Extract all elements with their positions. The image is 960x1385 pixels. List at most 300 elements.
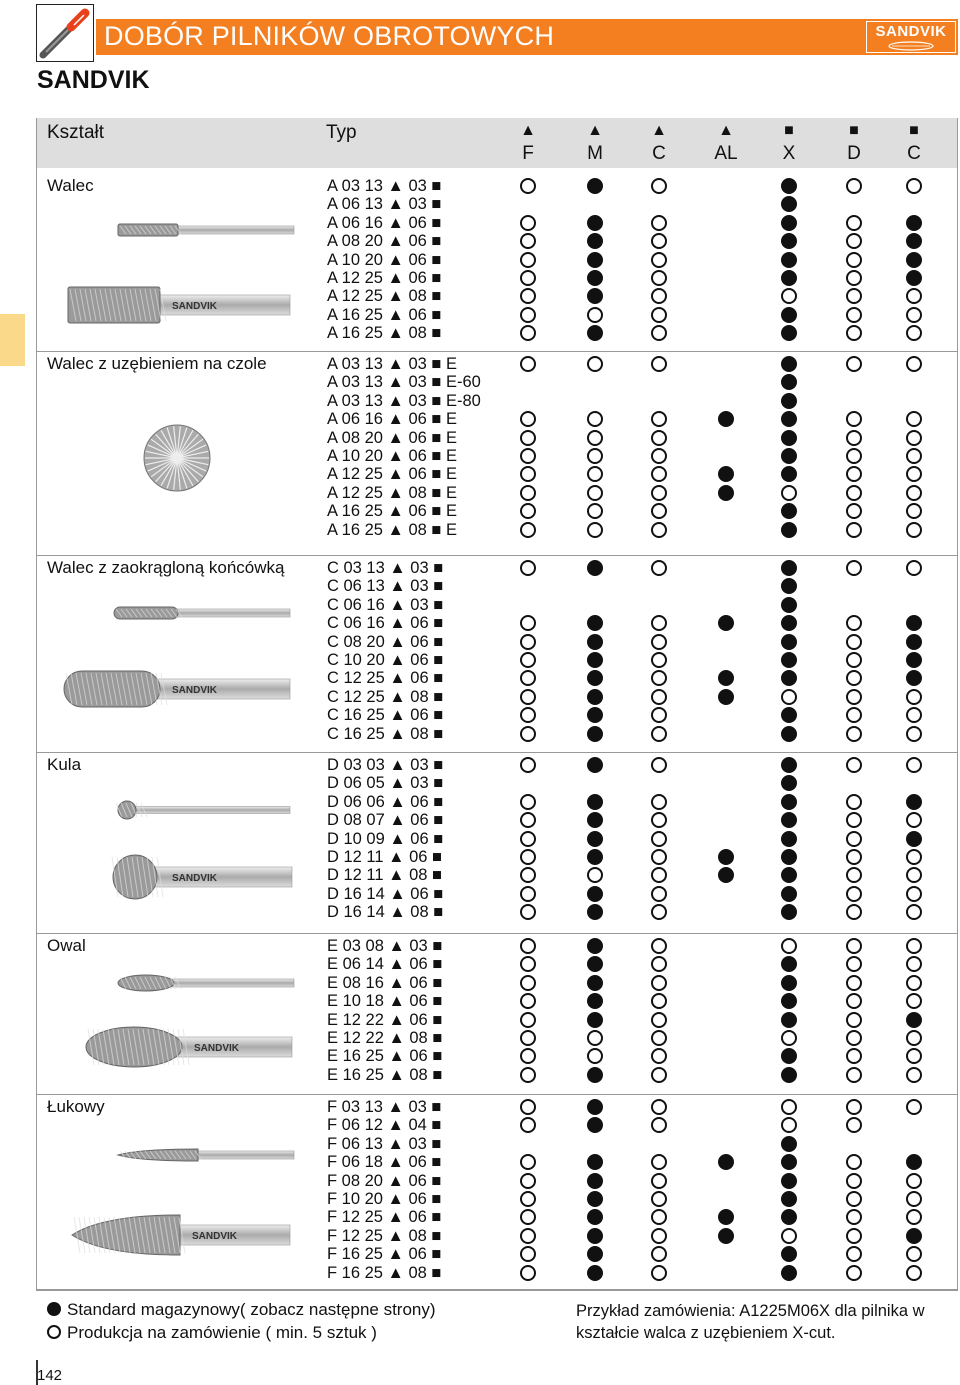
made-to-order-circle: [651, 522, 667, 538]
made-to-order-circle: [906, 1209, 922, 1225]
standard-stock-dot: [587, 652, 603, 668]
standard-stock-dot: [781, 466, 797, 482]
made-to-order-circle: [906, 757, 922, 773]
standard-stock-dot: [718, 689, 734, 705]
page-title: DOBÓR PILNIKÓW OBROTOWYCH: [104, 21, 555, 51]
made-to-order-circle: [651, 1067, 667, 1083]
made-to-order-circle: [846, 522, 862, 538]
made-to-order-circle: [651, 1228, 667, 1244]
made-to-order-circle: [846, 689, 862, 705]
made-to-order-circle: [520, 993, 536, 1009]
standard-stock-dot: [587, 1209, 603, 1225]
standard-stock-dot: [906, 1154, 922, 1170]
made-to-order-circle: [781, 1228, 797, 1244]
standard-stock-dot: [781, 794, 797, 810]
made-to-order-circle: [906, 956, 922, 972]
made-to-order-circle: [906, 448, 922, 464]
standard-stock-dot: [587, 270, 603, 286]
standard-stock-dot: [718, 849, 734, 865]
standard-stock-dot: [781, 560, 797, 576]
made-to-order-circle: [651, 1117, 667, 1133]
made-to-order-circle: [651, 993, 667, 1009]
made-to-order-circle: [846, 1154, 862, 1170]
standard-stock-dot: [587, 233, 603, 249]
made-to-order-circle: [520, 707, 536, 723]
standard-stock-dot: [587, 726, 603, 742]
standard-stock-dot: [906, 831, 922, 847]
made-to-order-circle: [846, 938, 862, 954]
standard-stock-dot: [781, 1012, 797, 1028]
standard-stock-dot: [781, 325, 797, 341]
made-to-order-circle: [520, 652, 536, 668]
standard-stock-dot: [781, 849, 797, 865]
made-to-order-circle: [781, 1030, 797, 1046]
standard-stock-dot: [781, 1136, 797, 1152]
standard-stock-dot: [781, 374, 797, 390]
made-to-order-circle: [520, 503, 536, 519]
made-to-order-circle: [520, 1173, 536, 1189]
standard-stock-dot: [587, 689, 603, 705]
standard-stock-dot: [781, 812, 797, 828]
made-to-order-circle: [846, 1191, 862, 1207]
made-to-order-circle: [520, 904, 536, 920]
made-to-order-circle: [906, 466, 922, 482]
standard-stock-dot: [587, 178, 603, 194]
made-to-order-circle: [846, 448, 862, 464]
standard-stock-dot: [587, 1099, 603, 1115]
standard-stock-dot: [781, 1265, 797, 1281]
type-code: D 16 14 ▲ 08 ■: [327, 903, 444, 922]
standard-stock-dot: [718, 1209, 734, 1225]
standard-stock-dot: [781, 886, 797, 902]
made-to-order-circle: [651, 307, 667, 323]
type-code: F 16 25 ▲ 06 ■: [327, 1245, 442, 1264]
type-code: A 03 13 ▲ 03 ■: [327, 177, 442, 195]
made-to-order-circle: [651, 670, 667, 686]
standard-stock-dot: [906, 215, 922, 231]
standard-stock-dot: [587, 956, 603, 972]
made-to-order-circle: [520, 1067, 536, 1083]
column-symbol-6: ■: [909, 122, 919, 139]
standard-stock-dot: [587, 938, 603, 954]
made-to-order-circle: [906, 726, 922, 742]
standard-stock-dot: [587, 1228, 603, 1244]
made-to-order-circle: [651, 215, 667, 231]
shape-group: [36, 555, 958, 753]
type-code: F 10 20 ▲ 06 ■: [327, 1190, 442, 1208]
standard-stock-dot: [781, 775, 797, 791]
type-code: C 06 16 ▲ 03 ■: [327, 595, 444, 614]
type-code: D 16 14 ▲ 06 ■: [327, 884, 444, 903]
made-to-order-circle: [846, 707, 862, 723]
standard-stock-dot: [781, 503, 797, 519]
standard-stock-dot: [587, 560, 603, 576]
standard-stock-dot: [906, 252, 922, 268]
column-symbol-0: ▲: [520, 122, 536, 139]
type-code: A 06 16 ▲ 06 ■: [327, 213, 442, 232]
standard-stock-dot: [781, 1154, 797, 1170]
made-to-order-circle: [906, 975, 922, 991]
table-header: [36, 118, 958, 168]
made-to-order-circle: [846, 466, 862, 482]
standard-stock-dot: [781, 307, 797, 323]
type-code: C 06 16 ▲ 06 ■: [327, 614, 444, 633]
made-to-order-circle: [520, 1154, 536, 1170]
type-code: F 12 25 ▲ 06 ■: [327, 1208, 442, 1227]
type-code: A 10 20 ▲ 06 ■: [327, 250, 442, 269]
standard-stock-dot: [718, 615, 734, 631]
made-to-order-circle: [906, 325, 922, 341]
standard-stock-dot: [781, 1209, 797, 1225]
made-to-order-circle: [906, 1191, 922, 1207]
made-to-order-circle: [906, 178, 922, 194]
made-to-order-circle: [651, 448, 667, 464]
made-to-order-circle: [846, 1265, 862, 1281]
made-to-order-circle: [651, 938, 667, 954]
made-to-order-circle: [651, 233, 667, 249]
made-to-order-circle: [846, 503, 862, 519]
made-to-order-circle: [846, 849, 862, 865]
standard-stock-dot: [587, 975, 603, 991]
made-to-order-circle: [520, 1265, 536, 1281]
type-code: E 16 25 ▲ 06 ■: [327, 1047, 443, 1066]
made-to-order-circle: [587, 307, 603, 323]
made-to-order-circle: [520, 178, 536, 194]
burr-image: [112, 796, 292, 824]
standard-stock-dot: [587, 904, 603, 920]
type-code: C 12 25 ▲ 06 ■: [327, 669, 444, 688]
made-to-order-circle: [651, 1191, 667, 1207]
made-to-order-circle: [520, 522, 536, 538]
made-to-order-circle: [906, 689, 922, 705]
made-to-order-circle: [906, 1173, 922, 1189]
made-to-order-circle: [651, 430, 667, 446]
burr-image: [112, 602, 292, 624]
made-to-order-circle: [846, 1117, 862, 1133]
standard-stock-dot: [781, 904, 797, 920]
made-to-order-circle: [846, 270, 862, 286]
made-to-order-circle: [651, 1173, 667, 1189]
standard-stock-dot: [906, 634, 922, 650]
standard-stock-dot: [718, 466, 734, 482]
standard-stock-dot: [587, 1246, 603, 1262]
standard-stock-dot: [906, 1012, 922, 1028]
standard-stock-dot: [781, 1246, 797, 1262]
standard-stock-dot: [587, 1265, 603, 1281]
type-code: D 08 07 ▲ 06 ■: [327, 811, 444, 830]
standard-stock-dot: [718, 867, 734, 883]
type-code: A 12 25 ▲ 06 ■ E: [327, 465, 457, 484]
made-to-order-circle: [651, 178, 667, 194]
made-to-order-circle: [846, 1099, 862, 1115]
made-to-order-circle: [520, 430, 536, 446]
made-to-order-circle: [846, 215, 862, 231]
column-symbol-2: ▲: [651, 122, 667, 139]
type-code: F 16 25 ▲ 08 ■: [327, 1263, 442, 1282]
made-to-order-circle: [587, 411, 603, 427]
made-to-order-circle: [906, 1265, 922, 1281]
svg-text:SANDVIK: SANDVIK: [194, 1043, 240, 1054]
brand-name: SANDVIK: [37, 66, 150, 94]
made-to-order-circle: [520, 1191, 536, 1207]
standard-stock-dot: [718, 670, 734, 686]
standard-stock-dot: [718, 1228, 734, 1244]
type-code: C 10 20 ▲ 06 ■: [327, 651, 444, 669]
made-to-order-circle: [520, 1048, 536, 1064]
made-to-order-circle: [906, 503, 922, 519]
made-to-order-circle: [846, 956, 862, 972]
column-letter-6: C: [907, 143, 921, 164]
made-to-order-circle: [846, 485, 862, 501]
standard-stock-dot: [906, 233, 922, 249]
standard-stock-dot: [781, 1067, 797, 1083]
made-to-order-circle: [651, 288, 667, 304]
made-to-order-circle: [651, 956, 667, 972]
standard-stock-dot: [781, 393, 797, 409]
shape-name: Łukowy: [47, 1097, 105, 1116]
column-symbol-4: ■: [784, 122, 794, 139]
type-code: C 08 20 ▲ 06 ■: [327, 632, 444, 651]
standard-stock-dot: [587, 794, 603, 810]
made-to-order-circle: [651, 707, 667, 723]
standard-stock-dot: [781, 867, 797, 883]
legend-standard-text: Standard magazynowy( zobacz następne strony): [67, 1300, 436, 1319]
made-to-order-circle: [520, 956, 536, 972]
standard-stock-dot: [587, 886, 603, 902]
type-code: C 06 13 ▲ 03 ■: [327, 577, 444, 596]
made-to-order-circle: [520, 1012, 536, 1028]
made-to-order-circle: [846, 904, 862, 920]
type-code: A 08 20 ▲ 06 ■: [327, 232, 442, 251]
made-to-order-circle: [906, 1048, 922, 1064]
made-to-order-circle: [520, 215, 536, 231]
made-to-order-circle: [520, 252, 536, 268]
made-to-order-circle: [587, 522, 603, 538]
shape-name: Walec: [47, 176, 94, 195]
standard-stock-dot: [906, 652, 922, 668]
standard-stock-dot: [718, 1154, 734, 1170]
made-to-order-circle: [846, 886, 862, 902]
made-to-order-circle: [651, 1048, 667, 1064]
made-to-order-circle: [520, 325, 536, 341]
made-to-order-circle: [520, 1030, 536, 1046]
type-column-header: Typ: [326, 122, 357, 143]
shape-group: [36, 752, 958, 934]
type-code: A 03 13 ▲ 03 ■ E-80: [327, 391, 481, 410]
type-code: F 12 25 ▲ 08 ■: [327, 1226, 442, 1245]
standard-stock-dot: [781, 356, 797, 372]
made-to-order-circle: [906, 288, 922, 304]
made-to-order-circle: [906, 812, 922, 828]
made-to-order-circle: [906, 1067, 922, 1083]
standard-stock-dot: [906, 270, 922, 286]
made-to-order-circle: [906, 560, 922, 576]
shape-name: Walec z uzębieniem na czole: [47, 354, 267, 373]
order-example: Przykład zamówienia: A1225M06X dla pilnika w kształcie walca z uzębieniem X-cut.: [576, 1302, 925, 1342]
made-to-order-circle: [846, 1246, 862, 1262]
standard-stock-dot: [781, 634, 797, 650]
standard-stock-dot: [781, 270, 797, 286]
made-to-order-circle: [906, 849, 922, 865]
made-to-order-circle: [520, 812, 536, 828]
made-to-order-circle: [651, 812, 667, 828]
standard-stock-dot: [587, 993, 603, 1009]
svg-text:SANDVIK: SANDVIK: [172, 873, 218, 884]
type-code: C 16 25 ▲ 06 ■: [327, 706, 444, 725]
standard-stock-dot: [587, 1067, 603, 1083]
made-to-order-circle: [781, 485, 797, 501]
standard-stock-dot: [781, 196, 797, 212]
made-to-order-circle: [651, 975, 667, 991]
made-to-order-circle: [651, 831, 667, 847]
standard-stock-dot: [781, 448, 797, 464]
made-to-order-circle: [520, 1209, 536, 1225]
made-to-order-circle: [587, 356, 603, 372]
standard-stock-dot: [587, 1191, 603, 1207]
burr-image: [66, 282, 292, 328]
made-to-order-circle: [846, 670, 862, 686]
svg-text:SANDVIK: SANDVIK: [172, 685, 218, 696]
made-to-order-circle: [906, 867, 922, 883]
standard-stock-dot: [587, 1154, 603, 1170]
type-code: A 16 25 ▲ 06 ■ E: [327, 502, 457, 521]
made-to-order-circle: [651, 652, 667, 668]
standard-stock-dot: [587, 707, 603, 723]
made-to-order-circle: [520, 411, 536, 427]
made-to-order-circle: [846, 993, 862, 1009]
made-to-order-circle: [651, 867, 667, 883]
burr-image: [70, 1210, 292, 1260]
standard-stock-dot: [906, 794, 922, 810]
standard-stock-dot: [587, 615, 603, 631]
column-symbol-3: ▲: [718, 122, 734, 139]
burr-image: [84, 1022, 294, 1072]
made-to-order-circle: [846, 178, 862, 194]
standard-stock-dot: [781, 757, 797, 773]
made-to-order-circle: [520, 634, 536, 650]
made-to-order-circle: [651, 560, 667, 576]
type-code: F 03 13 ▲ 03 ■: [327, 1098, 442, 1116]
type-code: A 08 20 ▲ 06 ■ E: [327, 428, 457, 447]
made-to-order-circle: [651, 356, 667, 372]
standard-stock-dot: [587, 849, 603, 865]
made-to-order-circle: [846, 1228, 862, 1244]
made-to-order-circle: [781, 1117, 797, 1133]
standard-stock-dot: [906, 670, 922, 686]
standard-stock-dot: [781, 652, 797, 668]
shape-name: Owal: [47, 936, 86, 955]
made-to-order-circle: [651, 794, 667, 810]
column-symbol-5: ■: [849, 122, 859, 139]
made-to-order-circle: [520, 757, 536, 773]
made-to-order-circle: [520, 270, 536, 286]
made-to-order-circle: [520, 1099, 536, 1115]
column-letter-2: C: [652, 143, 666, 164]
standard-stock-dot: [587, 670, 603, 686]
standard-stock-dot: [906, 1228, 922, 1244]
type-code: A 12 25 ▲ 08 ■: [327, 287, 442, 306]
standard-stock-dot: [587, 757, 603, 773]
type-code: A 16 25 ▲ 08 ■: [327, 324, 442, 343]
made-to-order-circle: [846, 430, 862, 446]
made-to-order-circle: [781, 689, 797, 705]
made-to-order-circle: [846, 726, 862, 742]
made-to-order-circle: [651, 1012, 667, 1028]
type-code: C 12 25 ▲ 08 ■: [327, 687, 444, 706]
made-to-order-circle: [906, 430, 922, 446]
type-code: A 12 25 ▲ 06 ■: [327, 269, 442, 287]
made-to-order-circle: [651, 411, 667, 427]
standard-stock-dot: [781, 993, 797, 1009]
standard-stock-dot: [781, 411, 797, 427]
made-to-order-circle: [906, 1246, 922, 1262]
type-code: A 03 13 ▲ 03 ■ E: [327, 355, 457, 373]
made-to-order-circle: [846, 812, 862, 828]
sandvik-badge-text: SANDVIK: [875, 23, 947, 40]
made-to-order-circle: [520, 794, 536, 810]
standard-stock-dot: [587, 634, 603, 650]
made-to-order-circle: [846, 288, 862, 304]
type-code: E 12 22 ▲ 06 ■: [327, 1010, 443, 1029]
full-dot-icon: [47, 1302, 61, 1316]
burr-image: [108, 850, 294, 904]
type-code: D 06 06 ▲ 06 ■: [327, 792, 444, 811]
made-to-order-circle: [520, 485, 536, 501]
legend-standard: [47, 1300, 436, 1320]
standard-stock-dot: [781, 726, 797, 742]
made-to-order-circle: [846, 1209, 862, 1225]
type-code: D 12 11 ▲ 08 ■: [327, 866, 442, 885]
type-code: D 03 03 ▲ 03 ■: [327, 756, 444, 774]
standard-stock-dot: [781, 1191, 797, 1207]
type-code: D 12 11 ▲ 06 ■: [327, 848, 442, 866]
made-to-order-circle: [520, 975, 536, 991]
made-to-order-circle: [906, 886, 922, 902]
standard-stock-dot: [781, 707, 797, 723]
made-to-order-circle: [781, 938, 797, 954]
standard-stock-dot: [781, 430, 797, 446]
shape-column-header: Kształt: [47, 122, 105, 143]
legend-order-text: Produkcja na zamówienie ( min. 5 sztuk ): [67, 1323, 377, 1342]
standard-stock-dot: [781, 1173, 797, 1189]
standard-stock-dot: [587, 325, 603, 341]
type-code: E 06 14 ▲ 06 ■: [327, 955, 443, 974]
type-code: E 08 16 ▲ 06 ■: [327, 973, 443, 992]
svg-text:SANDVIK: SANDVIK: [192, 1231, 238, 1242]
made-to-order-circle: [520, 615, 536, 631]
made-to-order-circle: [651, 615, 667, 631]
made-to-order-circle: [651, 757, 667, 773]
made-to-order-circle: [651, 689, 667, 705]
made-to-order-circle: [906, 485, 922, 501]
standard-stock-dot: [587, 1117, 603, 1133]
legend-order: [47, 1323, 377, 1343]
type-code: A 16 25 ▲ 08 ■ E: [327, 520, 457, 539]
made-to-order-circle: [520, 849, 536, 865]
made-to-order-circle: [651, 634, 667, 650]
made-to-order-circle: [587, 503, 603, 519]
type-code: A 03 13 ▲ 03 ■ E-60: [327, 373, 481, 392]
made-to-order-circle: [520, 886, 536, 902]
standard-stock-dot: [781, 956, 797, 972]
made-to-order-circle: [520, 1246, 536, 1262]
column-symbol-1: ▲: [587, 122, 603, 139]
standard-stock-dot: [587, 288, 603, 304]
made-to-order-circle: [906, 411, 922, 427]
standard-stock-dot: [781, 233, 797, 249]
made-to-order-circle: [846, 615, 862, 631]
type-code: D 06 05 ▲ 03 ■: [327, 774, 444, 793]
